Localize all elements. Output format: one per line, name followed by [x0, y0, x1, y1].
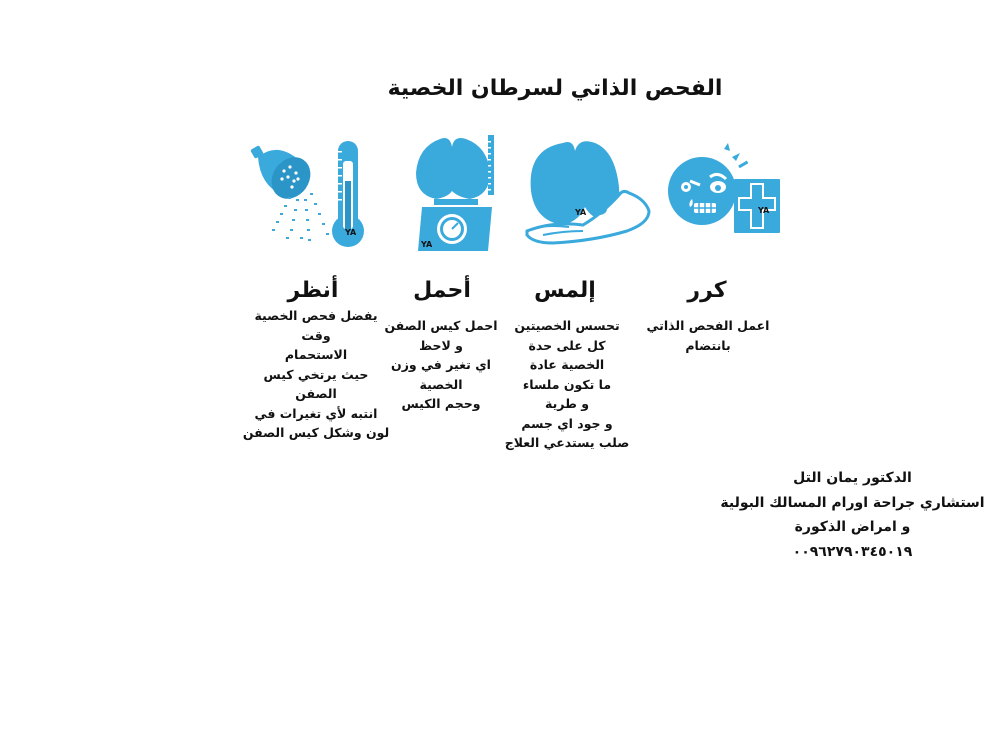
- step-feel-line: صلب يستدعي العلاج: [504, 435, 630, 450]
- svg-text:YA: YA: [421, 240, 433, 249]
- doctor-title: استشاري جراحة اورام المسالك البولية: [720, 494, 985, 511]
- step-look-line: وقت: [301, 327, 331, 343]
- doctor-credit: [720, 466, 985, 564]
- step-repeat-line: اعمل الفحص الذاتي: [646, 318, 770, 333]
- doctor-name: الدكتور يمان التل: [793, 470, 912, 486]
- repeat-medical-icon: [666, 141, 784, 241]
- step-hold-heading: أحمل: [413, 278, 471, 303]
- step-feel-line: الخصية عادة: [529, 357, 605, 372]
- step-feel-heading: إلمس: [534, 278, 596, 303]
- step-look-line: لون وشكل كيس الصفن: [242, 425, 390, 440]
- scale-icon: [412, 133, 502, 253]
- svg-text:YA: YA: [575, 208, 587, 217]
- step-hold-line: الخصية: [419, 376, 463, 392]
- doctor-phone: ٠٠٩٦٢٧٩٠٣٤٥٠١٩: [792, 543, 913, 560]
- svg-text:YA: YA: [758, 206, 770, 215]
- step-look-line: انتبه لأي تغيرات في: [254, 405, 378, 421]
- step-look-heading: أنظر: [287, 278, 339, 303]
- step-feel-text: [492, 316, 642, 453]
- step-hold-line: اي تغير في وزن: [391, 357, 491, 372]
- step-look-line: الصفن: [295, 386, 337, 401]
- hand-touch-icon: [523, 135, 653, 247]
- step-look-line: يفضل فحص الخصية: [254, 308, 378, 323]
- step-repeat-line: بانتضام: [685, 337, 731, 353]
- doctor-specialty: و امراض الذكورة: [794, 519, 911, 535]
- step-feel-line: كل على حدة: [528, 337, 606, 353]
- step-look-line: حيث يرتخي كيس: [263, 366, 369, 382]
- step-feel-line: و طرية: [545, 396, 589, 411]
- step-repeat-heading: كرر: [687, 278, 727, 303]
- step-hold-line: احمل كيس الصفن: [384, 318, 498, 333]
- step-feel-line: ما تكون ملساء: [522, 376, 612, 392]
- step-feel-line: تحسس الخصيتين: [514, 318, 620, 333]
- step-repeat-text: [633, 316, 783, 355]
- step-hold-line: و لاحظ: [419, 337, 463, 353]
- svg-text:YA: YA: [345, 228, 357, 237]
- step-feel-line: و جود اي جسم: [521, 415, 613, 431]
- shower-thermometer-icon: [248, 133, 376, 253]
- page-title: الفحص الذاتي لسرطان الخصية: [387, 76, 723, 101]
- step-look-line: الاستحمام: [284, 347, 348, 362]
- step-hold-line: وحجم الكيس: [401, 396, 481, 411]
